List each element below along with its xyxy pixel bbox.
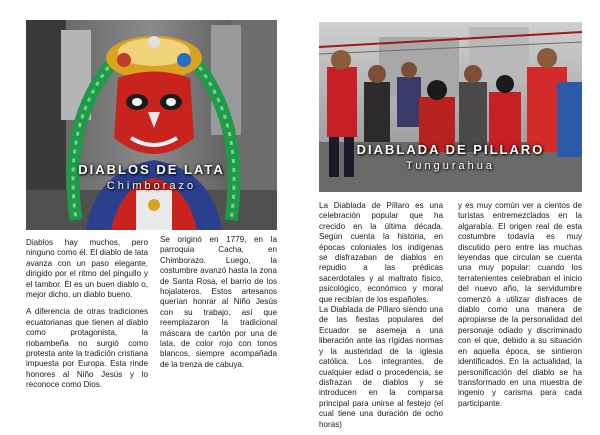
text-column-2 <box>160 235 277 377</box>
paragraph: La Diablada de Píllaro siendo una de las fiestas populares del Ecuador se asemeja a una liberación ante las rígidas normas y la austeridad de la iglesia católica. Los integrantes, de cualquier edad o procedencia, se disfrazan de diablos y se introducen en la comparsa principal para unirse al festejo (el cual tiene una duración de ocho horas) <box>319 305 443 429</box>
photo-title: DIABLOS DE LATA <box>78 162 225 177</box>
photo-subtitle: Chimborazo <box>106 180 197 192</box>
text-column-1 <box>26 238 148 398</box>
text-column-4 <box>458 201 582 416</box>
photo-title: DIABLADA DE PILLARO <box>356 142 545 157</box>
diablos-de-lata-photo <box>26 20 277 230</box>
photo-subtitle: Tungurahua <box>406 160 495 172</box>
paragraph: Se originó en 1779, en la parroquia Cacha, en Chimborazo. Luego, la costumbre avanzó hasta la zona de Santa Rosa, el barrio de los hojalateros. Estos artesanos querían honrar al Niño Jesús con su trabajo, así que reemplazaron la tradicional máscara de cartón por una de lata, de color rojo con tonos blancos, siempre acompañada de la trenza de cabuya. <box>160 235 277 369</box>
paragraph: La Diablada de Píllaro es una celebración popular que ha crecido en la última década. Según cuenta la historia, en épocas coloniales los indígenas se disfrazaban de diablos en repudio a las prédicas sacerdotales y al maltrato físico, psicológico, económico y moral que recibían de los españoles. <box>319 201 443 304</box>
paragraph: Diablos hay muchos, pero ninguno como él. El diablo de lata avanza con un paso elegante, dirigido por el ritmo del pingullo y el tambor. Él es un buen diablo o, mejor dicho, un diablo bueno. <box>26 238 148 300</box>
paragraph: y es muy común ver a cientos de turistas entremezclados en la algarabía. El origen real de esta costumbre todavía es muy discutido pero entre las muchas leyendas que circulan se cuenta una muy popular: cuando los terratenientes celebraban el inicio del nuevo año, la servidumbre comenzó a utilizar disfraces de diablo como una manera de apropiarse de la personalidad del personaje odiado y discriminado con el que, debido a su situación en aquella época, se sintieron identificados. En la actualidad, la personificación del diablo se ha transformado en una muestra de ingenio y carisma para cada participante. <box>458 201 582 408</box>
devil-mask-image <box>26 20 277 230</box>
text-column-3 <box>319 201 443 430</box>
diablada-de-pillaro-photo <box>319 22 582 192</box>
paragraph: A diferencia de otras tradiciones ecuatorianas que tienen al diablo como protagonista, la riobambeña no surgió como protesta ante la tradición cristiana impuesta por Europa. Esta rinde honores al Niño Jesús y lo reconoce como Dios. <box>26 307 148 390</box>
